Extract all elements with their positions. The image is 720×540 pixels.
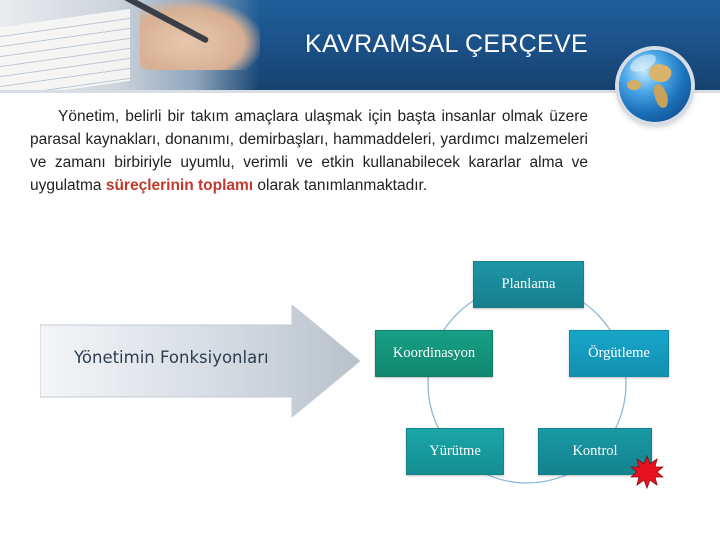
header-photo-paper: [0, 9, 130, 90]
function-box-orgutleme: Örgütleme: [569, 330, 669, 377]
functions-arrow-label: Yönetimin Fonksiyonları: [74, 348, 269, 367]
red-starburst-icon: [630, 455, 664, 489]
function-box-planlama: Planlama: [473, 261, 584, 308]
function-box-koordinasyon: Koordinasyon: [375, 330, 493, 377]
definition-text-part1: Yönetim, belirli bir takım amaçlara ulaşmak için başta insanlar olmak üzere parasal kaynakları, donanımı, demirbaşları, hammaddeleri, yardımcı malzemeleri ve zamanı birbiriyle uyumlu, verimli ve etkin kullanabilecek kararlar alma ve uygulatma: [30, 108, 588, 194]
function-box-yurutme: Yürütme: [406, 428, 504, 475]
function-box-kontrol: Kontrol: [538, 428, 652, 475]
slide-title: KAVRAMSAL ÇERÇEVE: [305, 30, 588, 58]
header-divider: [0, 90, 720, 93]
definition-paragraph: [30, 105, 588, 197]
header-photo: [0, 0, 260, 90]
globe-icon: [619, 50, 691, 122]
definition-text-part2: olarak tanımlanmaktadır.: [253, 177, 428, 194]
definition-highlight: süreçlerinin toplamı: [105, 177, 254, 194]
header-banner: [0, 0, 720, 90]
